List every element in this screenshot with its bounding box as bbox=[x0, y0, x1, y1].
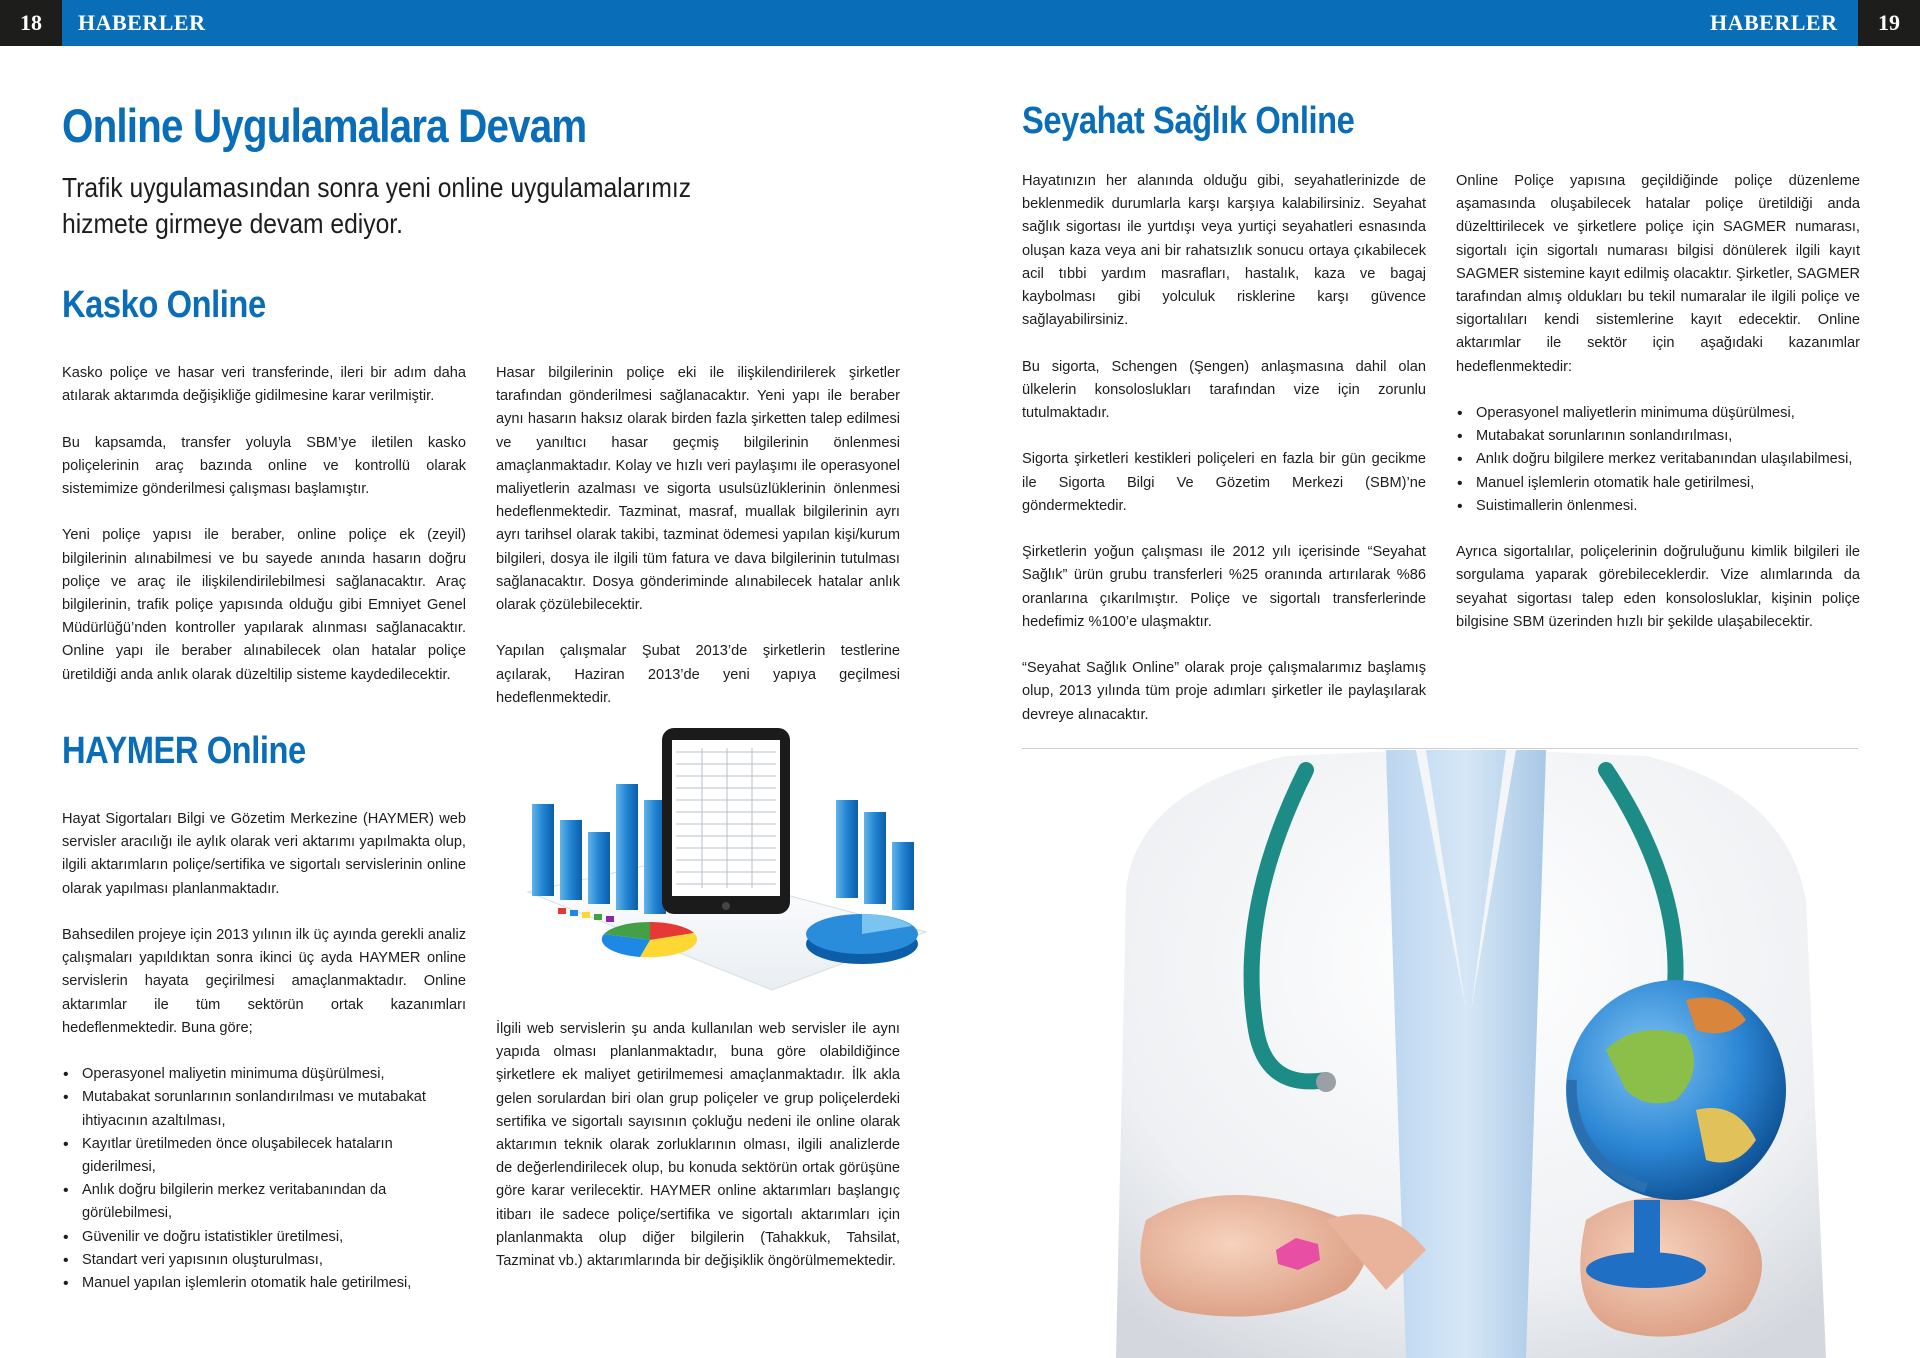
paragraph: İlgili web servislerin şu anda kullanılan web servisler ile aynı yapıda olması planlanmaktadır, buna göre olabildiğince şirketlere ek maliyet getirilmemesi amaçlanmaktadır. İlk akla gelen sorulardan biri olan grup poliçeler ve grup poliçelerdeki sertifika ve sigortalı sayısının çokluğu nedeni ile online olarak aktarımın teknik olarak zorluklarının olması, ilgili analizlerde de değerlendirilecek olup, bu konuda sektörün ortak görüşüne göre karar verilecektir. HAYMER online aktarımları başlangıç itibarı ile sadece poliçe/sertifika ve sigortalı aktarımları için planlanmakta olup diğer bilgilerin (Tahakkuk, Tahsilat, Tazminat vb.) aktarımlarında bir değişiklik öngörülmemektedir. bbox=[496, 1021, 900, 1270]
paragraph: Hayatınızın her alanında olduğu gibi, seyahatlerinizde de beklenmedik durumlarla karşı karşıya kalabilirsiniz. Seyahat sağlık sigortası ile yurtdışı veya yurtiçi seyahatleri esnasında oluşan kaza veya ani bir rahatsızlık sonucu ortaya çıkabilecek acil tıbbi yardım masrafları, hastalık, kaza ve bagaj kaybolması gibi yolculuk risklerine karşı güvence sağlayabilirsiniz. bbox=[1022, 173, 1426, 329]
paragraph: Hasar bilgilerinin poliçe eki ile ilişkilendirilerek şirketler tarafından gönderilmesi sağlanacaktır. Yeni yapı ile beraber aynı hasarın haksız olarak birden fazla şirketten talep edilmesi ve yanıltıcı hasar geçmiş bilgilerinin önlenmesi amaçlanmaktadır. Kolay ve hızlı veri paylaşımı ile operasyonel maliyetlerin azalması ve sigorta usulsüzlüklerinin önlenmesi hedeflenmektedir. Tazminat, masraf, muallak bilgilerinin ayrı ayrı tarihsel olarak takibi, tazminat ödemesi yapılan kişi/kurum bilgileri, dosya ile ilgili tüm fatura ve dava bilgilerinin tutulması sağlanacaktır. Dosya gönderiminde alınabilecek hatalar anlık olarak çözülebilecektir. bbox=[496, 365, 900, 614]
page-number-left: 18 bbox=[0, 0, 62, 46]
paragraph: Sigorta şirketleri kestikleri poliçeleri en fazla bir gün gecikme ile Sigorta Bilgi Ve Gözetim Merkezi (SBM)’ne göndermektedir. bbox=[1022, 451, 1426, 514]
seyahat-column-1 bbox=[1022, 170, 1426, 750]
kasko-column-2 bbox=[496, 362, 900, 733]
seyahat-heading: Seyahat Sağlık Online bbox=[1022, 100, 1355, 142]
list-item: • Suistimallerin önlenmesi. bbox=[1456, 495, 1860, 518]
section-label-right: HABERLER bbox=[1710, 10, 1838, 35]
paragraph: Yapılan çalışmalar Şubat 2013’de şirketlerin testlerine açılarak, Haziran 2013’de yeni yapıya geçilmesi hedeflenmektedir. bbox=[496, 643, 900, 706]
paragraph: Online Poliçe yapısına geçildiğinde poliçe düzenleme aşamasında oluşabilecek hatalar poliçe üretildiği anda düzelttirilecek ve şirketlere poliçe için SAGMER numarası, sigortalı için sigortalı numarası bilgisi dönülerek ilgili kayıt SAGMER sistemine kayıt edilmiş olacaktır. Şirketler, SAGMER tarafından almış oldukları bu tekil numaralar ile ilgili poliçe ve sigortalıları kendi sistemlerine kayıt edecektir. Online aktarımlar ile sektör için aşağıdaki kazanımlar hedeflenmektedir: bbox=[1456, 173, 1860, 375]
page-number-right: 19 bbox=[1858, 0, 1920, 46]
list-item: • Mutabakat sorunlarının sonlandırılması, bbox=[1456, 425, 1860, 448]
paragraph: Bahsedilen projeye için 2013 yılının ilk üç ayında gerekli analiz çalışmaları yapıldıktan sonra ikinci üç ayda HAYMER online servislerin hayata geçirilmesi amaçlanmaktadır. Online aktarımlar ile tüm sektörün ortak kazanımları hedeflenmektedir. Buna göre; bbox=[62, 927, 467, 1036]
paragraph: Hayat Sigortaları Bilgi ve Gözetim Merkezine (HAYMER) web servisler aracılığı ile aylık olarak veri aktarımı yapılmakta olup, ilgili aktarımların poliçe/sertifika ve sigortalı servislerinin online olarak yapılması planlanmaktadır. bbox=[62, 811, 466, 897]
paragraph: Yeni poliçe yapısı ile beraber, online poliçe ek (zeyil) bilgilerinin alınabilmesi ve bu sayede anında hasarın doğru poliçe ve araç ile ilişkilendirilebilmesi sağlanacaktır. Araç bilgilerinin, trafik poliçe yapısında olduğu gibi Emniyet Genel Müdürlüğü’nden kontroller yapılarak alınması sağlanacaktır. Online yapı ile beraber alınabilecek olan hatalar poliçe üretildiği anda anlık olarak düzeltilip sisteme kaydedilecektir. bbox=[62, 527, 466, 683]
lead-paragraph: Trafik uygulamasından sonra yeni online uygulamalarımız hizmete girmeye devam ediyor. bbox=[62, 172, 692, 239]
header-bar bbox=[0, 0, 1920, 46]
haymer-column-1 bbox=[62, 808, 466, 1318]
section-label-left: HABERLER bbox=[78, 10, 206, 35]
haymer-heading: HAYMER Online bbox=[62, 730, 306, 772]
list-item: • Operasyonel maliyetlerin minimuma düşürülmesi, bbox=[1456, 402, 1860, 425]
list-item: • Manuel işlemlerin otomatik hale getirilmesi, bbox=[1456, 472, 1860, 495]
list-item: • Kayıtlar üretilmeden önce oluşabilecek hataların giderilmesi, bbox=[62, 1133, 466, 1179]
paragraph: “Seyahat Sağlık Online” olarak proje çalışmalarımız başlamış olup, 2013 yılında tüm proje adımları şirketler ile paylaşılarak devreye alınacaktır. bbox=[1022, 660, 1426, 723]
seyahat-column-2 bbox=[1456, 170, 1860, 657]
paragraph: Bu kapsamda, transfer yoluyla SBM’ye iletilen kasko poliçelerinin araç bazında online ve kontrollü olarak sistemimize gönderilmesi çalışması başlamıştır. bbox=[62, 434, 466, 497]
list-item: • Operasyonel maliyetin minimuma düşürülmesi, bbox=[62, 1063, 466, 1086]
paragraph: Bu sigorta, Schengen (Şengen) anlaşmasına dahil olan ülkelerin konsoloslukları tarafından vize için zorunlu tutulmaktadır. bbox=[1022, 358, 1426, 422]
kasko-column-1 bbox=[62, 362, 466, 710]
list-item: • Güvenilir ve doğru istatistikler üretilmesi, bbox=[62, 1226, 466, 1249]
page-title: Online Uygulamalara Devam bbox=[62, 99, 587, 152]
kasko-heading: Kasko Online bbox=[62, 284, 266, 326]
paragraph: Kasko poliçe ve hasar veri transferinde, ileri bir adım daha atılarak aktarımda değişikliğe gidilmesine karar verilmiştir. bbox=[62, 365, 466, 405]
section-divider bbox=[1022, 748, 1858, 749]
list-item: • Anlık doğru bilgilere merkez veritabanından ulaşılabilmesi, bbox=[1456, 448, 1860, 471]
tablet-chart-illustration bbox=[522, 722, 932, 994]
seyahat-bullet-list bbox=[1456, 402, 1860, 518]
list-item: • Mutabakat sorunlarının sonlandırılması ve mutabakat ihtiyacının azaltılması, bbox=[62, 1086, 466, 1132]
haymer-bullet-list bbox=[62, 1063, 466, 1295]
list-item: • Anlık doğru bilgilerin merkez veritabanından da görülebilmesi, bbox=[62, 1179, 466, 1225]
paragraph: Şirketlerin yoğun çalışması ile 2012 yılı içerisinde “Seyahat Sağlık” ürün grubu transferleri %25 oranında artırılarak %86 oranlarına çıkarılmıştır. Poliçe ve sigortalı transferlerinde hedefimiz %100’e ulaşmaktır. bbox=[1022, 544, 1426, 630]
list-item: • Standart veri yapısının oluşturulması, bbox=[62, 1249, 466, 1272]
haymer-column-2 bbox=[496, 1018, 900, 1296]
list-item: • Manuel yapılan işlemlerin otomatik hale getirilmesi, bbox=[62, 1272, 466, 1295]
doctor-with-globe-photo bbox=[1086, 750, 1856, 1358]
paragraph: Ayrıca sigortalılar, poliçelerinin doğruluğunu kimlik bilgileri ile sorgulama yaparak görebileceklerdir. Vize alımlarında da seyahat sigortası talep eden konsolosluklar, kişinin poliçe bilgisine SBM üzerinden hızlı bir şekilde ulaşabilecektir. bbox=[1456, 544, 1860, 630]
